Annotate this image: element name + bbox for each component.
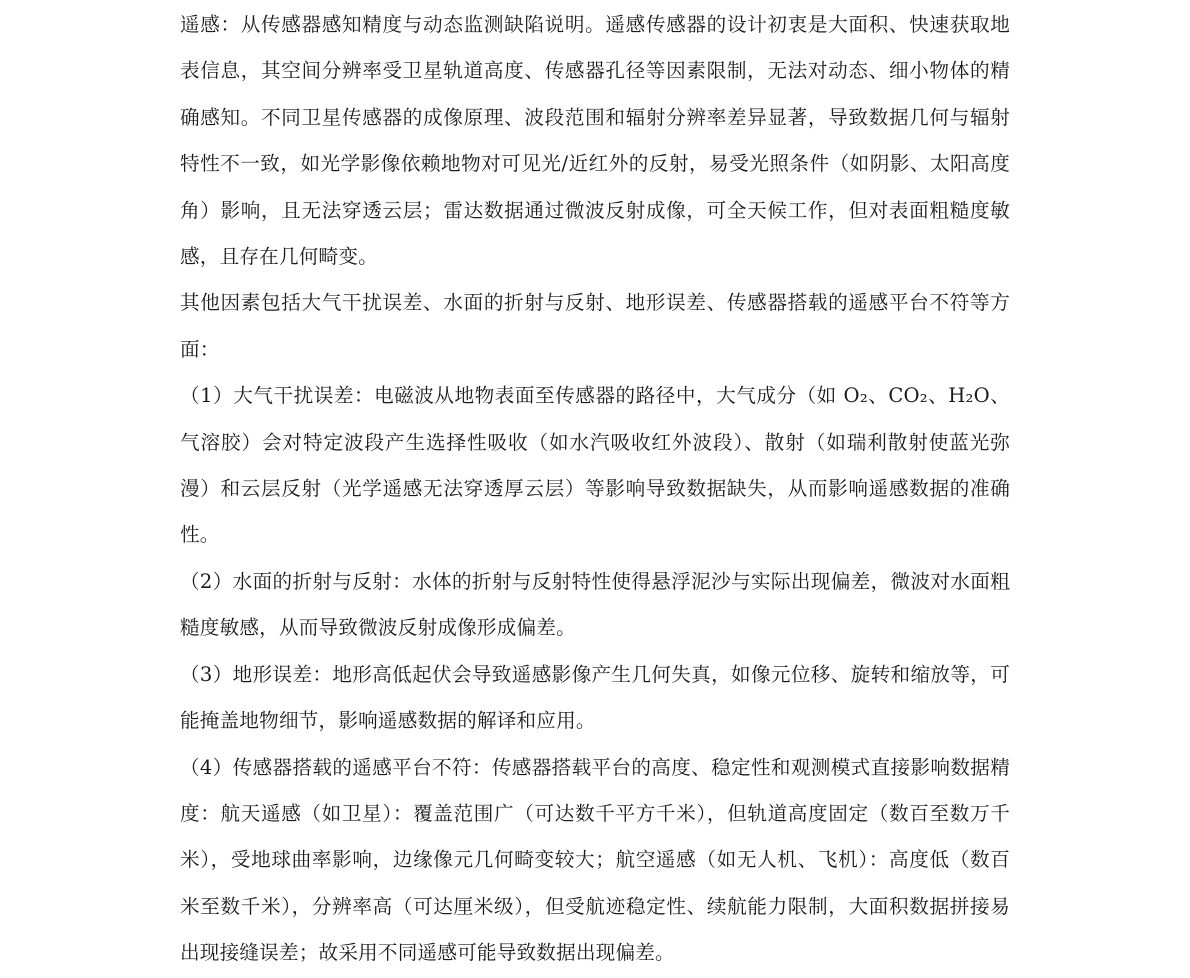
other-factors-paragraph: 其他因素包括大气干扰误差、水面的折射与反射、地形误差、传感器搭载的遥感平台不符等方面： (180, 291, 1010, 361)
item-3-terrain: （3）地形误差：地形高低起伏会导致遥感影像产生几何失真，如像元位移、旋转和缩放等，可能掩盖地物细节，影响遥感数据的解译和应用。 (180, 662, 1010, 733)
document-page (180, 2, 1010, 977)
item-4-platform: （4）传感器搭载的遥感平台不符：传感器搭载平台的高度、稳定性和观测模式直接影响数据精度：航天遥感（如卫星）：覆盖范围广（可达数千平方千米），但轨道高度固定（数百至数万千米），受地球曲率影响，边缘像元几何畸变较大；航空遥感（如无人机、飞机）：高度低（数百米至数千米），分辨率高（可达厘米级），但受航迹稳定性、续航能力限制，大面积数据拼接易出现接缝误差；故采用不同遥感可能导致数据出现偏差。 (180, 755, 1010, 965)
item-1-atmospheric: （1）大气干扰误差：电磁波从地物表面至传感器的路径中，大气成分（如 O₂、CO₂、H₂O、气溶胶）会对特定波段产生选择性吸收（如水汽吸收红外波段）、散射（如瑞利散射使蓝光弥漫）和云层反射（光学遥感无法穿透厚云层）等影响导致数据缺失，从而影响遥感数据的准确性。 (180, 384, 1010, 547)
item-2-water-surface: （2）水面的折射与反射：水体的折射与反射特性使得悬浮泥沙与实际出现偏差，微波对水面粗糙度敏感，从而导致微波反射成像形成偏差。 (180, 569, 1010, 640)
remote-sensing-paragraph: 遥感：从传感器感知精度与动态监测缺陷说明。遥感传感器的设计初衷是大面积、快速获取地表信息，其空间分辨率受卫星轨道高度、传感器孔径等因素限制，无法对动态、细小物体的精确感知。不同卫星传感器的成像原理、波段范围和辐射分辨率差异显著，导致数据几何与辐射特性不一致，如光学影像依赖地物对可见光/近红外的反射，易受光照条件（如阴影、太阳高度角）影响，且无法穿透云层；雷达数据通过微波反射成像，可全天候工作，但对表面粗糙度敏感，且存在几何畸变。 (180, 13, 1010, 269)
